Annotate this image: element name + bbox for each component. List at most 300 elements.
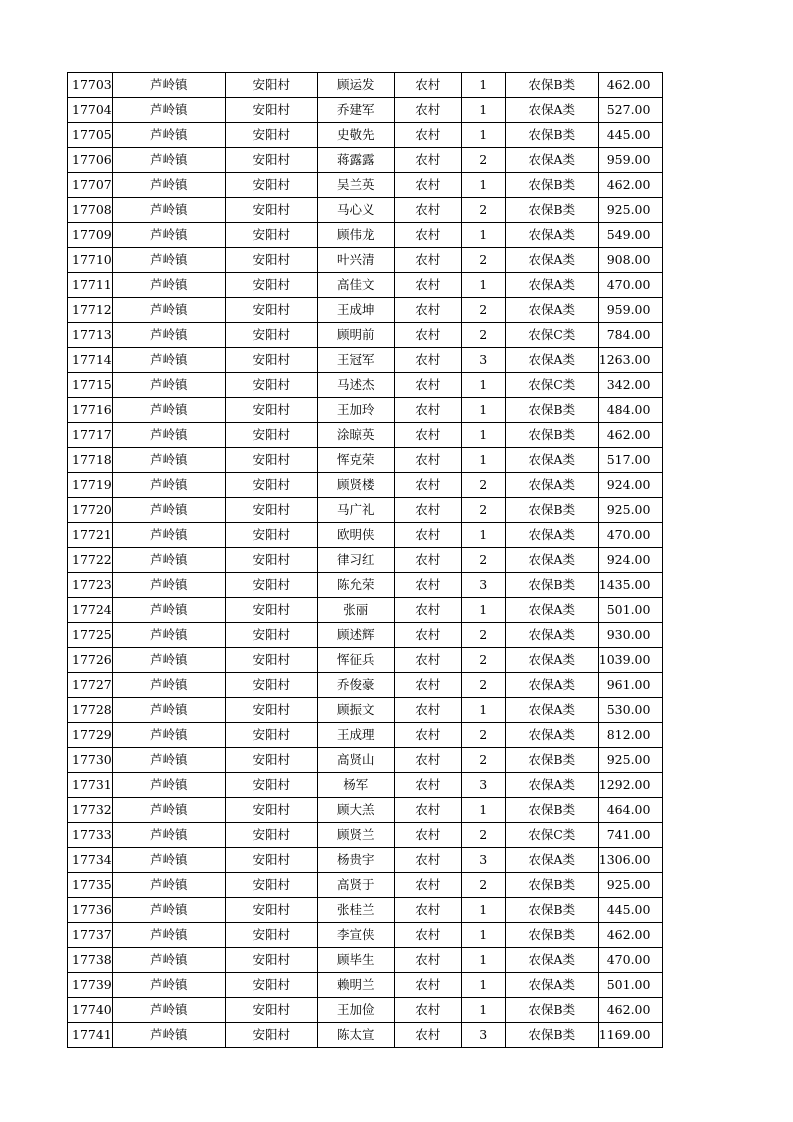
village-cell: 安阳村 — [225, 473, 317, 498]
amount-cell: 464.00 — [598, 798, 663, 823]
insurance-category-cell: 农保B类 — [505, 798, 598, 823]
table-row — [68, 98, 663, 123]
table-row — [68, 573, 663, 598]
table-row — [68, 498, 663, 523]
household-type-cell: 农村 — [394, 898, 461, 923]
insurance-category-cell: 农保B类 — [505, 898, 598, 923]
village-cell: 安阳村 — [225, 373, 317, 398]
record-id-cell: 17732 — [68, 798, 113, 823]
family-size-cell: 2 — [461, 748, 505, 773]
family-size-cell: 1 — [461, 973, 505, 998]
family-size-cell: 2 — [461, 648, 505, 673]
name-cell: 顾运发 — [317, 73, 394, 98]
insurance-category-cell: 农保A类 — [505, 648, 598, 673]
name-cell: 恽征兵 — [317, 648, 394, 673]
family-size-cell: 2 — [461, 548, 505, 573]
record-id-cell: 17734 — [68, 848, 113, 873]
name-cell: 恽克荣 — [317, 448, 394, 473]
town-cell: 芦岭镇 — [112, 823, 225, 848]
household-type-cell: 农村 — [394, 798, 461, 823]
name-cell: 王冠军 — [317, 348, 394, 373]
record-id-cell: 17711 — [68, 273, 113, 298]
town-cell: 芦岭镇 — [112, 198, 225, 223]
town-cell: 芦岭镇 — [112, 923, 225, 948]
household-type-cell: 农村 — [394, 223, 461, 248]
amount-cell: 530.00 — [598, 698, 663, 723]
record-id-cell: 17725 — [68, 623, 113, 648]
town-cell: 芦岭镇 — [112, 73, 225, 98]
record-id-cell: 17740 — [68, 998, 113, 1023]
village-cell: 安阳村 — [225, 873, 317, 898]
name-cell: 王成理 — [317, 723, 394, 748]
village-cell: 安阳村 — [225, 248, 317, 273]
amount-cell: 527.00 — [598, 98, 663, 123]
family-size-cell: 1 — [461, 923, 505, 948]
amount-cell: 908.00 — [598, 248, 663, 273]
town-cell: 芦岭镇 — [112, 548, 225, 573]
family-size-cell: 1 — [461, 948, 505, 973]
village-cell: 安阳村 — [225, 323, 317, 348]
amount-cell: 517.00 — [598, 448, 663, 473]
insurance-category-cell: 农保A类 — [505, 248, 598, 273]
family-size-cell: 1 — [461, 698, 505, 723]
amount-cell: 959.00 — [598, 148, 663, 173]
amount-cell: 484.00 — [598, 398, 663, 423]
name-cell: 王加玲 — [317, 398, 394, 423]
town-cell: 芦岭镇 — [112, 148, 225, 173]
table-row — [68, 273, 663, 298]
amount-cell: 462.00 — [598, 173, 663, 198]
village-cell: 安阳村 — [225, 923, 317, 948]
household-type-cell: 农村 — [394, 173, 461, 198]
family-size-cell: 2 — [461, 323, 505, 348]
record-id-cell: 17739 — [68, 973, 113, 998]
family-size-cell: 1 — [461, 598, 505, 623]
town-cell: 芦岭镇 — [112, 748, 225, 773]
family-size-cell: 2 — [461, 298, 505, 323]
insurance-category-cell: 农保B类 — [505, 173, 598, 198]
table-row — [68, 173, 663, 198]
name-cell: 高贤于 — [317, 873, 394, 898]
town-cell: 芦岭镇 — [112, 898, 225, 923]
family-size-cell: 1 — [461, 273, 505, 298]
record-id-cell: 17721 — [68, 523, 113, 548]
amount-cell: 342.00 — [598, 373, 663, 398]
village-cell: 安阳村 — [225, 898, 317, 923]
town-cell: 芦岭镇 — [112, 373, 225, 398]
village-cell: 安阳村 — [225, 973, 317, 998]
family-size-cell: 1 — [461, 98, 505, 123]
household-type-cell: 农村 — [394, 973, 461, 998]
village-cell: 安阳村 — [225, 348, 317, 373]
insurance-category-cell: 农保A类 — [505, 548, 598, 573]
family-size-cell: 2 — [461, 673, 505, 698]
town-cell: 芦岭镇 — [112, 123, 225, 148]
village-cell: 安阳村 — [225, 123, 317, 148]
family-size-cell: 2 — [461, 148, 505, 173]
family-size-cell: 2 — [461, 873, 505, 898]
record-id-cell: 17704 — [68, 98, 113, 123]
record-id-cell: 17706 — [68, 148, 113, 173]
table-row — [68, 298, 663, 323]
insurance-category-cell: 农保B类 — [505, 123, 598, 148]
insurance-category-cell: 农保B类 — [505, 748, 598, 773]
household-type-cell: 农村 — [394, 723, 461, 748]
name-cell: 陈太宣 — [317, 1023, 394, 1048]
village-cell: 安阳村 — [225, 398, 317, 423]
household-type-cell: 农村 — [394, 848, 461, 873]
amount-cell: 462.00 — [598, 423, 663, 448]
household-type-cell: 农村 — [394, 698, 461, 723]
table-row — [68, 798, 663, 823]
household-type-cell: 农村 — [394, 273, 461, 298]
household-type-cell: 农村 — [394, 673, 461, 698]
record-id-cell: 17733 — [68, 823, 113, 848]
amount-cell: 445.00 — [598, 898, 663, 923]
household-type-cell: 农村 — [394, 398, 461, 423]
table-row — [68, 773, 663, 798]
table-row — [68, 998, 663, 1023]
household-type-cell: 农村 — [394, 473, 461, 498]
household-type-cell: 农村 — [394, 1023, 461, 1048]
family-size-cell: 3 — [461, 348, 505, 373]
table-row — [68, 823, 663, 848]
town-cell: 芦岭镇 — [112, 323, 225, 348]
record-id-cell: 17726 — [68, 648, 113, 673]
village-cell: 安阳村 — [225, 723, 317, 748]
amount-cell: 925.00 — [598, 198, 663, 223]
name-cell: 马述杰 — [317, 373, 394, 398]
record-id-cell: 17715 — [68, 373, 113, 398]
village-cell: 安阳村 — [225, 748, 317, 773]
village-cell: 安阳村 — [225, 848, 317, 873]
insurance-category-cell: 农保B类 — [505, 998, 598, 1023]
amount-cell: 549.00 — [598, 223, 663, 248]
town-cell: 芦岭镇 — [112, 173, 225, 198]
name-cell: 张丽 — [317, 598, 394, 623]
table-row — [68, 723, 663, 748]
town-cell: 芦岭镇 — [112, 1023, 225, 1048]
table-row — [68, 698, 663, 723]
insurance-category-cell: 农保A类 — [505, 623, 598, 648]
town-cell: 芦岭镇 — [112, 423, 225, 448]
town-cell: 芦岭镇 — [112, 223, 225, 248]
family-size-cell: 2 — [461, 823, 505, 848]
family-size-cell: 1 — [461, 123, 505, 148]
amount-cell: 445.00 — [598, 123, 663, 148]
amount-cell: 925.00 — [598, 748, 663, 773]
village-cell: 安阳村 — [225, 423, 317, 448]
household-type-cell: 农村 — [394, 573, 461, 598]
table-row — [68, 948, 663, 973]
record-id-cell: 17707 — [68, 173, 113, 198]
name-cell: 史敬先 — [317, 123, 394, 148]
town-cell: 芦岭镇 — [112, 973, 225, 998]
household-type-cell: 农村 — [394, 373, 461, 398]
insurance-category-cell: 农保C类 — [505, 823, 598, 848]
village-cell: 安阳村 — [225, 448, 317, 473]
table-row — [68, 748, 663, 773]
household-type-cell: 农村 — [394, 523, 461, 548]
town-cell: 芦岭镇 — [112, 873, 225, 898]
table-row — [68, 423, 663, 448]
table-row — [68, 898, 663, 923]
family-size-cell: 1 — [461, 423, 505, 448]
town-cell: 芦岭镇 — [112, 698, 225, 723]
table-row — [68, 398, 663, 423]
family-size-cell: 1 — [461, 448, 505, 473]
insurance-category-cell: 农保A类 — [505, 223, 598, 248]
insurance-category-cell: 农保B类 — [505, 398, 598, 423]
household-type-cell: 农村 — [394, 148, 461, 173]
amount-cell: 925.00 — [598, 873, 663, 898]
town-cell: 芦岭镇 — [112, 448, 225, 473]
family-size-cell: 2 — [461, 248, 505, 273]
amount-cell: 462.00 — [598, 923, 663, 948]
record-id-cell: 17724 — [68, 598, 113, 623]
household-type-cell: 农村 — [394, 748, 461, 773]
village-cell: 安阳村 — [225, 73, 317, 98]
family-size-cell: 1 — [461, 898, 505, 923]
name-cell: 赖明兰 — [317, 973, 394, 998]
record-id-cell: 17710 — [68, 248, 113, 273]
amount-cell: 1039.00 — [598, 648, 663, 673]
family-size-cell: 3 — [461, 573, 505, 598]
household-type-cell: 农村 — [394, 998, 461, 1023]
record-id-cell: 17708 — [68, 198, 113, 223]
town-cell: 芦岭镇 — [112, 773, 225, 798]
insurance-category-cell: 农保A类 — [505, 523, 598, 548]
town-cell: 芦岭镇 — [112, 98, 225, 123]
household-type-cell: 农村 — [394, 948, 461, 973]
family-size-cell: 2 — [461, 723, 505, 748]
name-cell: 乔建军 — [317, 98, 394, 123]
amount-cell: 1306.00 — [598, 848, 663, 873]
table-row — [68, 473, 663, 498]
household-type-cell: 农村 — [394, 423, 461, 448]
name-cell: 顾伟龙 — [317, 223, 394, 248]
household-type-cell: 农村 — [394, 548, 461, 573]
name-cell: 顾明前 — [317, 323, 394, 348]
household-type-cell: 农村 — [394, 598, 461, 623]
town-cell: 芦岭镇 — [112, 648, 225, 673]
record-id-cell: 17719 — [68, 473, 113, 498]
record-id-cell: 17716 — [68, 398, 113, 423]
name-cell: 顾述辉 — [317, 623, 394, 648]
insurance-category-cell: 农保B类 — [505, 873, 598, 898]
name-cell: 高佳文 — [317, 273, 394, 298]
insurance-category-cell: 农保B类 — [505, 1023, 598, 1048]
name-cell: 顾振文 — [317, 698, 394, 723]
name-cell: 顾贤楼 — [317, 473, 394, 498]
table-row — [68, 373, 663, 398]
family-size-cell: 1 — [461, 798, 505, 823]
insurance-category-cell: 农保B类 — [505, 498, 598, 523]
name-cell: 叶兴清 — [317, 248, 394, 273]
town-cell: 芦岭镇 — [112, 623, 225, 648]
family-size-cell: 1 — [461, 398, 505, 423]
amount-cell: 1292.00 — [598, 773, 663, 798]
village-cell: 安阳村 — [225, 998, 317, 1023]
town-cell: 芦岭镇 — [112, 498, 225, 523]
insurance-category-cell: 农保A类 — [505, 598, 598, 623]
family-size-cell: 3 — [461, 848, 505, 873]
name-cell: 马心义 — [317, 198, 394, 223]
insurance-category-cell: 农保A类 — [505, 948, 598, 973]
table-row — [68, 348, 663, 373]
insurance-category-cell: 农保B类 — [505, 73, 598, 98]
record-id-cell: 17714 — [68, 348, 113, 373]
record-id-cell: 17741 — [68, 1023, 113, 1048]
village-cell: 安阳村 — [225, 598, 317, 623]
table-row — [68, 848, 663, 873]
village-cell: 安阳村 — [225, 148, 317, 173]
insurance-category-cell: 农保B类 — [505, 923, 598, 948]
amount-cell: 924.00 — [598, 548, 663, 573]
village-cell: 安阳村 — [225, 548, 317, 573]
town-cell: 芦岭镇 — [112, 573, 225, 598]
table-row — [68, 598, 663, 623]
household-type-cell: 农村 — [394, 623, 461, 648]
village-cell: 安阳村 — [225, 1023, 317, 1048]
household-type-cell: 农村 — [394, 648, 461, 673]
table-row — [68, 123, 663, 148]
table-row — [68, 623, 663, 648]
village-cell: 安阳村 — [225, 623, 317, 648]
family-size-cell: 1 — [461, 223, 505, 248]
table-row — [68, 873, 663, 898]
household-type-cell: 农村 — [394, 98, 461, 123]
name-cell: 涂晾英 — [317, 423, 394, 448]
insurance-category-cell: 农保B类 — [505, 423, 598, 448]
insurance-category-cell: 农保A类 — [505, 473, 598, 498]
insurance-category-cell: 农保C类 — [505, 373, 598, 398]
household-type-cell: 农村 — [394, 73, 461, 98]
record-id-cell: 17709 — [68, 223, 113, 248]
town-cell: 芦岭镇 — [112, 348, 225, 373]
family-size-cell: 3 — [461, 773, 505, 798]
record-id-cell: 17717 — [68, 423, 113, 448]
village-cell: 安阳村 — [225, 273, 317, 298]
amount-cell: 1263.00 — [598, 348, 663, 373]
household-type-cell: 农村 — [394, 873, 461, 898]
town-cell: 芦岭镇 — [112, 398, 225, 423]
family-size-cell: 2 — [461, 623, 505, 648]
family-size-cell: 2 — [461, 473, 505, 498]
household-type-cell: 农村 — [394, 123, 461, 148]
household-type-cell: 农村 — [394, 448, 461, 473]
amount-cell: 925.00 — [598, 498, 663, 523]
family-size-cell: 3 — [461, 1023, 505, 1048]
village-cell: 安阳村 — [225, 698, 317, 723]
allowance-table — [67, 72, 663, 1048]
family-size-cell: 2 — [461, 498, 505, 523]
record-id-cell: 17722 — [68, 548, 113, 573]
insurance-category-cell: 农保A类 — [505, 673, 598, 698]
insurance-category-cell: 农保A类 — [505, 148, 598, 173]
family-size-cell: 2 — [461, 198, 505, 223]
village-cell: 安阳村 — [225, 498, 317, 523]
table-body — [68, 73, 663, 1048]
table-row — [68, 323, 663, 348]
table-row — [68, 523, 663, 548]
household-type-cell: 农村 — [394, 248, 461, 273]
village-cell: 安阳村 — [225, 948, 317, 973]
name-cell: 张桂兰 — [317, 898, 394, 923]
amount-cell: 462.00 — [598, 998, 663, 1023]
record-id-cell: 17727 — [68, 673, 113, 698]
town-cell: 芦岭镇 — [112, 673, 225, 698]
village-cell: 安阳村 — [225, 673, 317, 698]
household-type-cell: 农村 — [394, 923, 461, 948]
town-cell: 芦岭镇 — [112, 523, 225, 548]
insurance-category-cell: 农保A类 — [505, 98, 598, 123]
table-row — [68, 223, 663, 248]
family-size-cell: 1 — [461, 373, 505, 398]
amount-cell: 930.00 — [598, 623, 663, 648]
village-cell: 安阳村 — [225, 523, 317, 548]
name-cell: 杨军 — [317, 773, 394, 798]
family-size-cell: 1 — [461, 173, 505, 198]
village-cell: 安阳村 — [225, 648, 317, 673]
village-cell: 安阳村 — [225, 573, 317, 598]
record-id-cell: 17729 — [68, 723, 113, 748]
table-row — [68, 448, 663, 473]
insurance-category-cell: 农保A类 — [505, 723, 598, 748]
amount-cell: 961.00 — [598, 673, 663, 698]
insurance-category-cell: 农保C类 — [505, 323, 598, 348]
amount-cell: 1169.00 — [598, 1023, 663, 1048]
insurance-category-cell: 农保B类 — [505, 198, 598, 223]
amount-cell: 924.00 — [598, 473, 663, 498]
insurance-category-cell: 农保A类 — [505, 848, 598, 873]
amount-cell: 812.00 — [598, 723, 663, 748]
name-cell: 顾毕生 — [317, 948, 394, 973]
name-cell: 顾大羔 — [317, 798, 394, 823]
amount-cell: 470.00 — [598, 948, 663, 973]
name-cell: 高贤山 — [317, 748, 394, 773]
town-cell: 芦岭镇 — [112, 273, 225, 298]
table-row — [68, 673, 663, 698]
record-id-cell: 17737 — [68, 923, 113, 948]
household-type-cell: 农村 — [394, 348, 461, 373]
household-type-cell: 农村 — [394, 773, 461, 798]
village-cell: 安阳村 — [225, 823, 317, 848]
record-id-cell: 17723 — [68, 573, 113, 598]
name-cell: 顾贤兰 — [317, 823, 394, 848]
village-cell: 安阳村 — [225, 773, 317, 798]
family-size-cell: 1 — [461, 523, 505, 548]
village-cell: 安阳村 — [225, 223, 317, 248]
table-row — [68, 73, 663, 98]
insurance-category-cell: 农保A类 — [505, 698, 598, 723]
name-cell: 杨贵宇 — [317, 848, 394, 873]
town-cell: 芦岭镇 — [112, 248, 225, 273]
town-cell: 芦岭镇 — [112, 798, 225, 823]
town-cell: 芦岭镇 — [112, 298, 225, 323]
village-cell: 安阳村 — [225, 198, 317, 223]
town-cell: 芦岭镇 — [112, 948, 225, 973]
insurance-category-cell: 农保A类 — [505, 973, 598, 998]
town-cell: 芦岭镇 — [112, 723, 225, 748]
amount-cell: 501.00 — [598, 973, 663, 998]
family-size-cell: 1 — [461, 998, 505, 1023]
table-row — [68, 923, 663, 948]
record-id-cell: 17731 — [68, 773, 113, 798]
household-type-cell: 农村 — [394, 498, 461, 523]
amount-cell: 470.00 — [598, 273, 663, 298]
amount-cell: 784.00 — [598, 323, 663, 348]
